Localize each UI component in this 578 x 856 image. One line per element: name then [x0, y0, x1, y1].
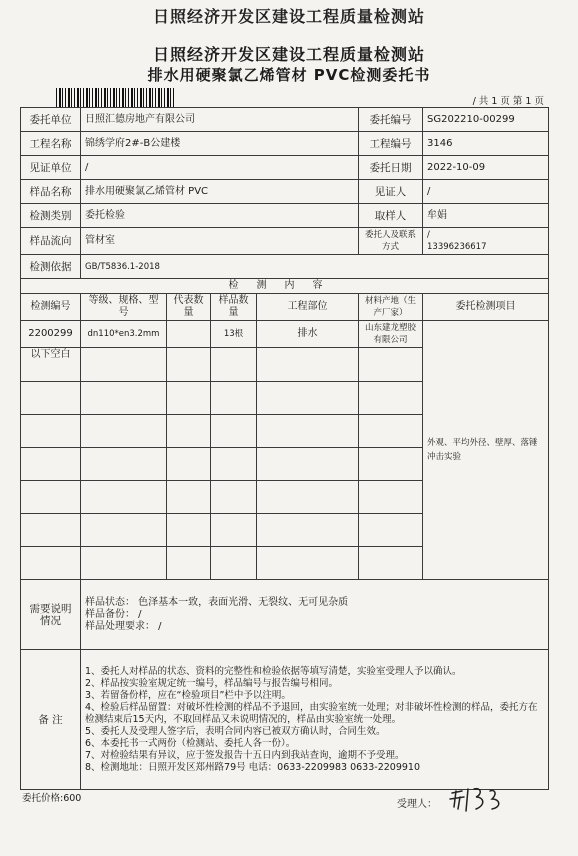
- col-code: 检测编号: [21, 294, 81, 321]
- blank-cell: [359, 382, 423, 415]
- receiver-signature: [446, 783, 510, 815]
- blank-cell: [21, 514, 81, 547]
- blank-cell: [211, 481, 257, 514]
- sampler-value: 牟娟: [423, 204, 549, 228]
- blank-cell: [359, 547, 423, 580]
- row-rep-qty: [167, 321, 211, 348]
- contact-name: /: [427, 230, 430, 240]
- contact-phone: 13396236617: [427, 242, 487, 252]
- client-value: 日照汇德房地产有限公司: [81, 108, 359, 132]
- receiver-label: 受理人：: [397, 799, 437, 810]
- client-label: 委托单位: [21, 108, 81, 132]
- blank-cell: [359, 415, 423, 448]
- blank-cell: [359, 514, 423, 547]
- basis-label: 检测依据: [21, 255, 81, 279]
- notes-label: 备 注: [21, 650, 81, 790]
- witness-unit-label: 见证单位: [21, 156, 81, 180]
- blank-cell: [167, 481, 211, 514]
- sampler-label: 取样人: [359, 204, 423, 228]
- witness-label: 见证人: [359, 180, 423, 204]
- note-line: 4、检验后样品留置：对破坏性检测的样品不予退回，由实验室统一处理；对非破坏性检测的样品，委托方在检测结束后15天内，不取回样品又未说明情况的，样品由实验室统一处理。: [85, 701, 538, 725]
- sample-backup: 样品备份： /: [85, 608, 142, 620]
- blank-cell: [257, 547, 359, 580]
- blank-cell: [21, 547, 81, 580]
- row-spec: dn110*en3.2mm: [81, 321, 167, 348]
- blank-cell: [257, 382, 359, 415]
- blank-cell: [211, 415, 257, 448]
- note-line: 7、对检验结果有异议，应于签发报告十五日内到我站查询，逾期不予受理。: [85, 749, 405, 761]
- row-maker: 山东建龙塑胶有限公司: [359, 321, 423, 348]
- project-no-label: 工程编号: [359, 132, 423, 156]
- contact-value: [423, 228, 549, 255]
- witness-value: /: [423, 180, 549, 204]
- contact-label: 委托人及联系方式: [359, 228, 423, 255]
- document-title: 日照经济开发区建设工程质量检测站: [152, 45, 425, 64]
- flow-label: 样品流向: [21, 228, 81, 255]
- project-value: 锦绣学府2#-B公建楼: [81, 132, 359, 156]
- sample-handling: 样品处理要求： /: [85, 620, 162, 632]
- top-title: 日照经济开发区建设工程质量检测站: [152, 7, 425, 26]
- note-line: 6、本委托书一式两份（检测站、委托人各一份）。: [85, 737, 296, 749]
- blank-cell: [167, 415, 211, 448]
- blank-cell: [257, 415, 359, 448]
- note-line: 3、若留备份样，应在“检验项目”栏中予以注明。: [85, 689, 291, 701]
- blank-cell: [257, 514, 359, 547]
- test-type-value: 委托检验: [81, 204, 359, 228]
- blank-cell: [211, 448, 257, 481]
- blank-cell: [211, 382, 257, 415]
- blank-cell: [21, 382, 81, 415]
- project-label: 工程名称: [21, 132, 81, 156]
- blank-cell: [257, 448, 359, 481]
- sample-name-label: 样品名称: [21, 180, 81, 204]
- blank-cell: [211, 514, 257, 547]
- blank-cell: [81, 514, 167, 547]
- blank-cell: [359, 448, 423, 481]
- col-part: 工程部位: [257, 294, 359, 321]
- blank-note: 以下空白: [21, 348, 81, 382]
- blank-cell: [211, 547, 257, 580]
- blank-cell: [359, 481, 423, 514]
- col-rep-qty: 代表数量: [167, 294, 211, 321]
- date-value: 2022-10-09: [423, 156, 549, 180]
- note-line: 5、委托人及受理人签字后，表明合同内容已被双方确认时，合同生效。: [85, 725, 386, 737]
- content-header: 检测内容: [21, 279, 549, 294]
- blank-cell: [167, 448, 211, 481]
- sample-name-value: 排水用硬聚氯乙烯管材 PVC: [81, 180, 359, 204]
- basis-value: GB/T5836.1-2018: [81, 255, 549, 279]
- col-spec: 等级、规格、型号: [81, 294, 167, 321]
- blank-cell: [167, 547, 211, 580]
- blank-cell: [81, 348, 167, 382]
- commission-table: [20, 107, 549, 790]
- page-info: / 共 1 页 第 1 页: [472, 96, 544, 107]
- blank-cell: [167, 514, 211, 547]
- note-line: 1、委托人对样品的状态、资料的完整性和检验依据等填写清楚，实验室受理人予以确认。: [85, 665, 462, 677]
- row-code: 2200299: [21, 321, 81, 348]
- blank-cell: [257, 348, 359, 382]
- sample-state: 样品状态： 色泽基本一致，表面光滑、无裂纹、无可见杂质: [85, 596, 349, 608]
- test-type-label: 检测类别: [21, 204, 81, 228]
- blank-cell: [359, 348, 423, 382]
- order-no-value: SG202210-00299: [423, 108, 549, 132]
- blank-cell: [21, 448, 81, 481]
- note-line: 2、样品按实验室规定统一编号，样品编号与报告编号相同。: [85, 677, 339, 689]
- blank-cell: [21, 481, 81, 514]
- blank-cell: [81, 448, 167, 481]
- witness-unit-value: /: [81, 156, 359, 180]
- blank-cell: [81, 547, 167, 580]
- project-no-value: 3146: [423, 132, 549, 156]
- flow-value: 管材室: [81, 228, 359, 255]
- blank-cell: [81, 415, 167, 448]
- test-items: 外观、平均外径、壁厚、落锤冲击实验: [423, 321, 549, 580]
- sample-desc: [81, 580, 549, 650]
- col-test-items: 委托检测项目: [423, 294, 549, 321]
- blank-cell: [167, 382, 211, 415]
- col-sample-qty: 样品数量: [211, 294, 257, 321]
- note-line: 8、检测地址：日照开发区郑州路79号 电话：0633-2209983 0633-2209910: [85, 761, 421, 773]
- date-label: 委托日期: [359, 156, 423, 180]
- notes: [81, 650, 549, 790]
- blank-cell: [211, 348, 257, 382]
- order-no-label: 委托编号: [359, 108, 423, 132]
- blank-cell: [81, 382, 167, 415]
- barcode: [56, 88, 174, 108]
- blank-cell: [81, 481, 167, 514]
- blank-cell: [21, 415, 81, 448]
- price: 委托价格:600: [22, 793, 82, 804]
- row-sample-qty: 13根: [211, 321, 257, 348]
- blank-cell: [257, 481, 359, 514]
- document-subtitle: 排水用硬聚氯乙烯管材 PVC检测委托书: [147, 66, 431, 84]
- sample-desc-label: 需要说明情况: [21, 580, 81, 650]
- col-maker: 材料产地（生产厂家）: [359, 294, 423, 321]
- blank-cell: [167, 348, 211, 382]
- row-part: 排水: [257, 321, 359, 348]
